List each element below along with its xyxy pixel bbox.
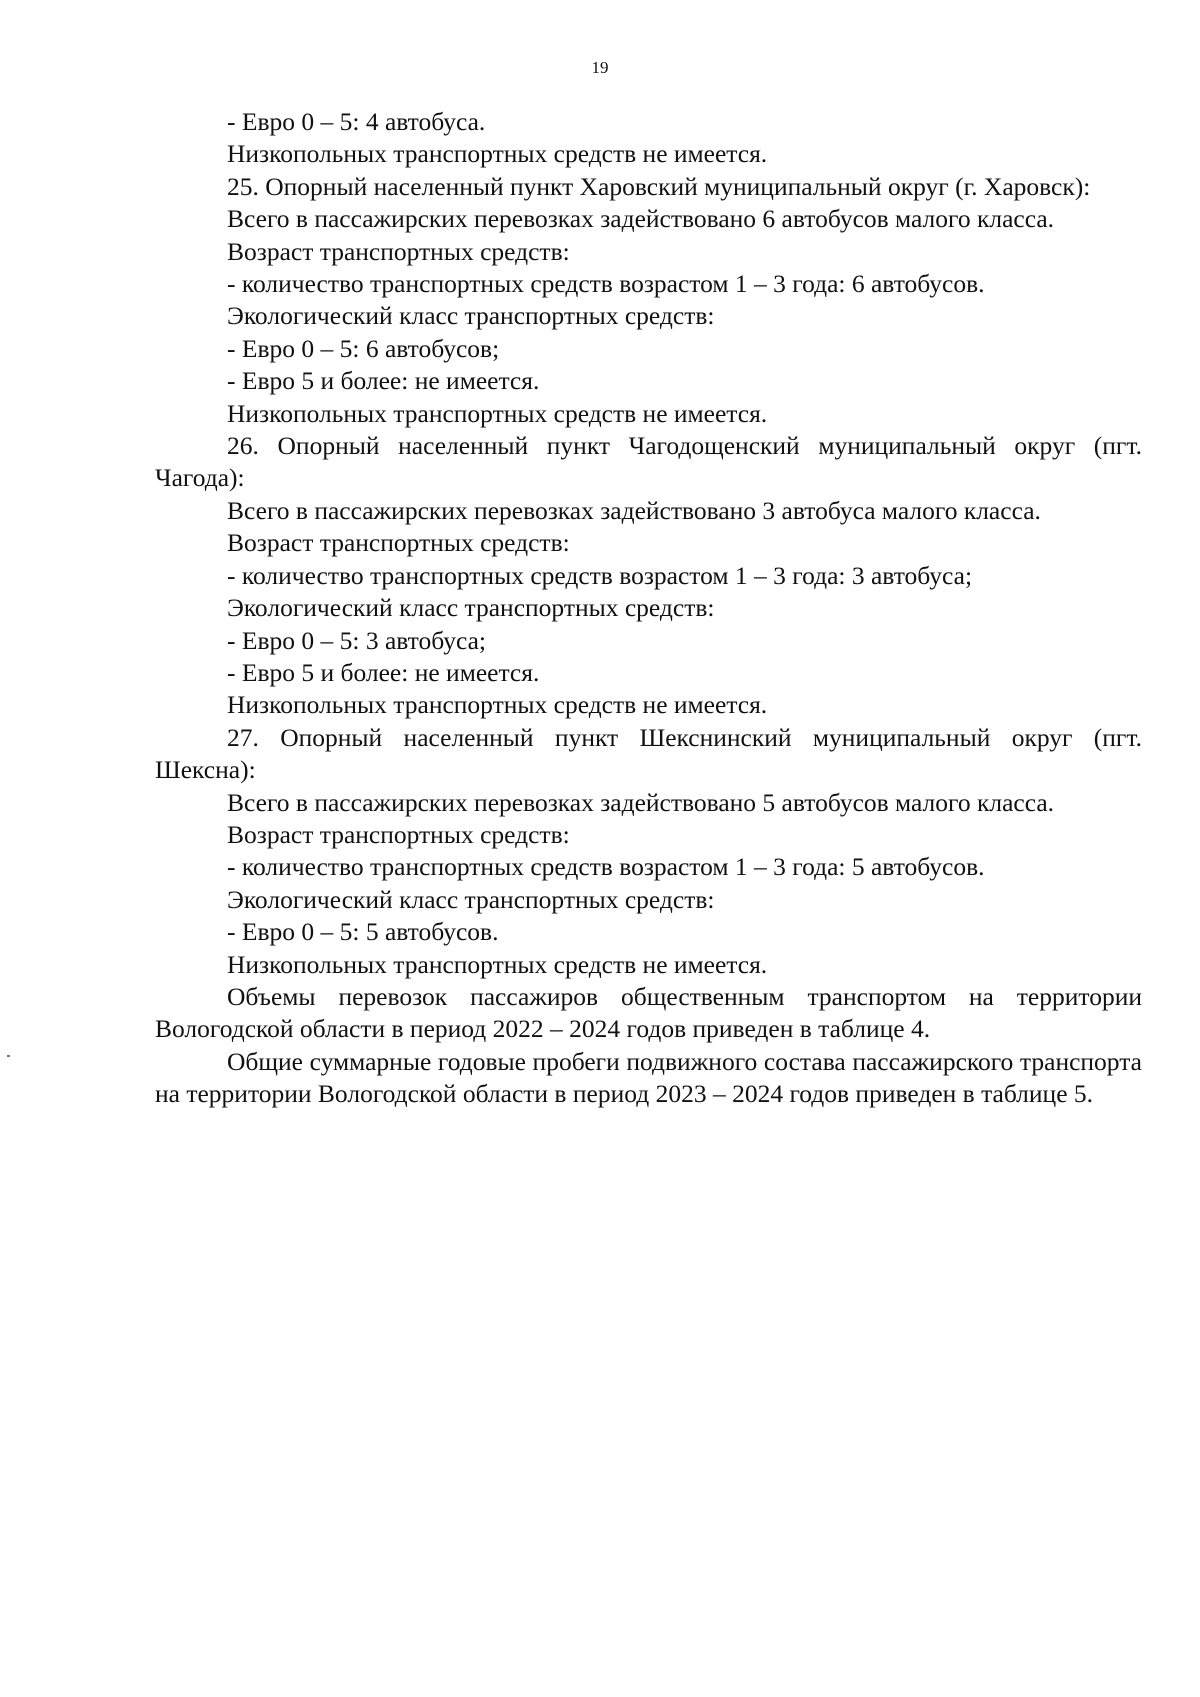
paragraph-item-27-total: Всего в пассажирских перевозках задействовано 5 автобусов малого класса. (227, 787, 1055, 817)
paragraph-euro-4-buses: - Евро 0 – 5: 4 автобуса. (227, 107, 486, 136)
paragraph-item-26-age-count: - количество транспортных средств возрастом 1 – 3 года: 3 автобуса; (227, 560, 973, 590)
paragraph-passenger-volumes: Объемы перевозок пассажиров общественным транспортом на территории Вологодской области в период 2022 – 2024 годов приведен в таблице 4. (155, 981, 1142, 1044)
paragraph-item-27-age-count: - количество транспортных средств возрастом 1 – 3 года: 5 автобусов. (227, 852, 985, 882)
paragraph-item-25-age-heading: Возраст транспортных средств: (227, 236, 570, 266)
paragraph-item-26-euro-0-5: - Евро 0 – 5: 3 автобуса; (227, 625, 487, 655)
paragraph-item-25-euro-5-plus: - Евро 5 и более: не имеется. (227, 366, 540, 396)
paragraph-item-25-heading: 25. Опорный населенный пункт Харовский муниципальный округ (г. Харовск): (227, 171, 1091, 201)
paragraph-item-27-low-floor: Низкопольных транспортных средств не имеется. (227, 949, 768, 979)
paragraph-item-26-total: Всего в пассажирских перевозках задействовано 3 автобуса малого класса. (227, 495, 1041, 525)
paragraph-item-26-heading: 26. Опорный населенный пункт Чагодощенский муниципальный округ (пгт. Чагода): (155, 431, 1142, 493)
scan-margin-mark (7, 1055, 10, 1057)
paragraph-item-25-euro-0-5: - Евро 0 – 5: 6 автобусов; (227, 333, 500, 363)
paragraph-item-27-eco-heading: Экологический класс транспортных средств: (227, 884, 715, 914)
body-text (155, 106, 1142, 1111)
paragraph-annual-mileage: Общие суммарные годовые пробеги подвижного состава пассажирского транспорта на территории Вологодской области в период 2023 – 2024 годов приведен в таблице 5. (155, 1046, 1142, 1109)
paragraph-item-26-age-heading: Возраст транспортных средств: (227, 528, 570, 558)
paragraph-item-25-total: Всего в пассажирских перевозках задействовано 6 автобусов малого класса. (227, 204, 1055, 234)
paragraph-item-27-heading: 27. Опорный населенный пункт Шекснинский муниципальный округ (пгт. Шексна): (155, 722, 1142, 785)
paragraph-item-27-euro-0-5: - Евро 0 – 5: 5 автобусов. (227, 917, 499, 947)
page-number: 19 (591, 58, 609, 77)
paragraph-item-26-eco-heading: Экологический класс транспортных средств: (227, 593, 715, 623)
paragraph-item-27-age-heading: Возраст транспортных средств: (227, 819, 570, 849)
paragraph-item-26-euro-5-plus: - Евро 5 и более: не имеется. (227, 657, 540, 687)
paragraph-item-25-eco-heading: Экологический класс транспортных средств: (227, 301, 715, 331)
paragraph-item-25-low-floor: Низкопольных транспортных средств не имеется. (227, 398, 768, 428)
paragraph-low-floor-1: Низкопольных транспортных средств не имеется. (227, 139, 768, 169)
paragraph-item-25-age-count: - количество транспортных средств возрастом 1 – 3 года: 6 автобусов. (227, 269, 985, 299)
paragraph-item-26-low-floor: Низкопольных транспортных средств не имеется. (227, 690, 768, 720)
